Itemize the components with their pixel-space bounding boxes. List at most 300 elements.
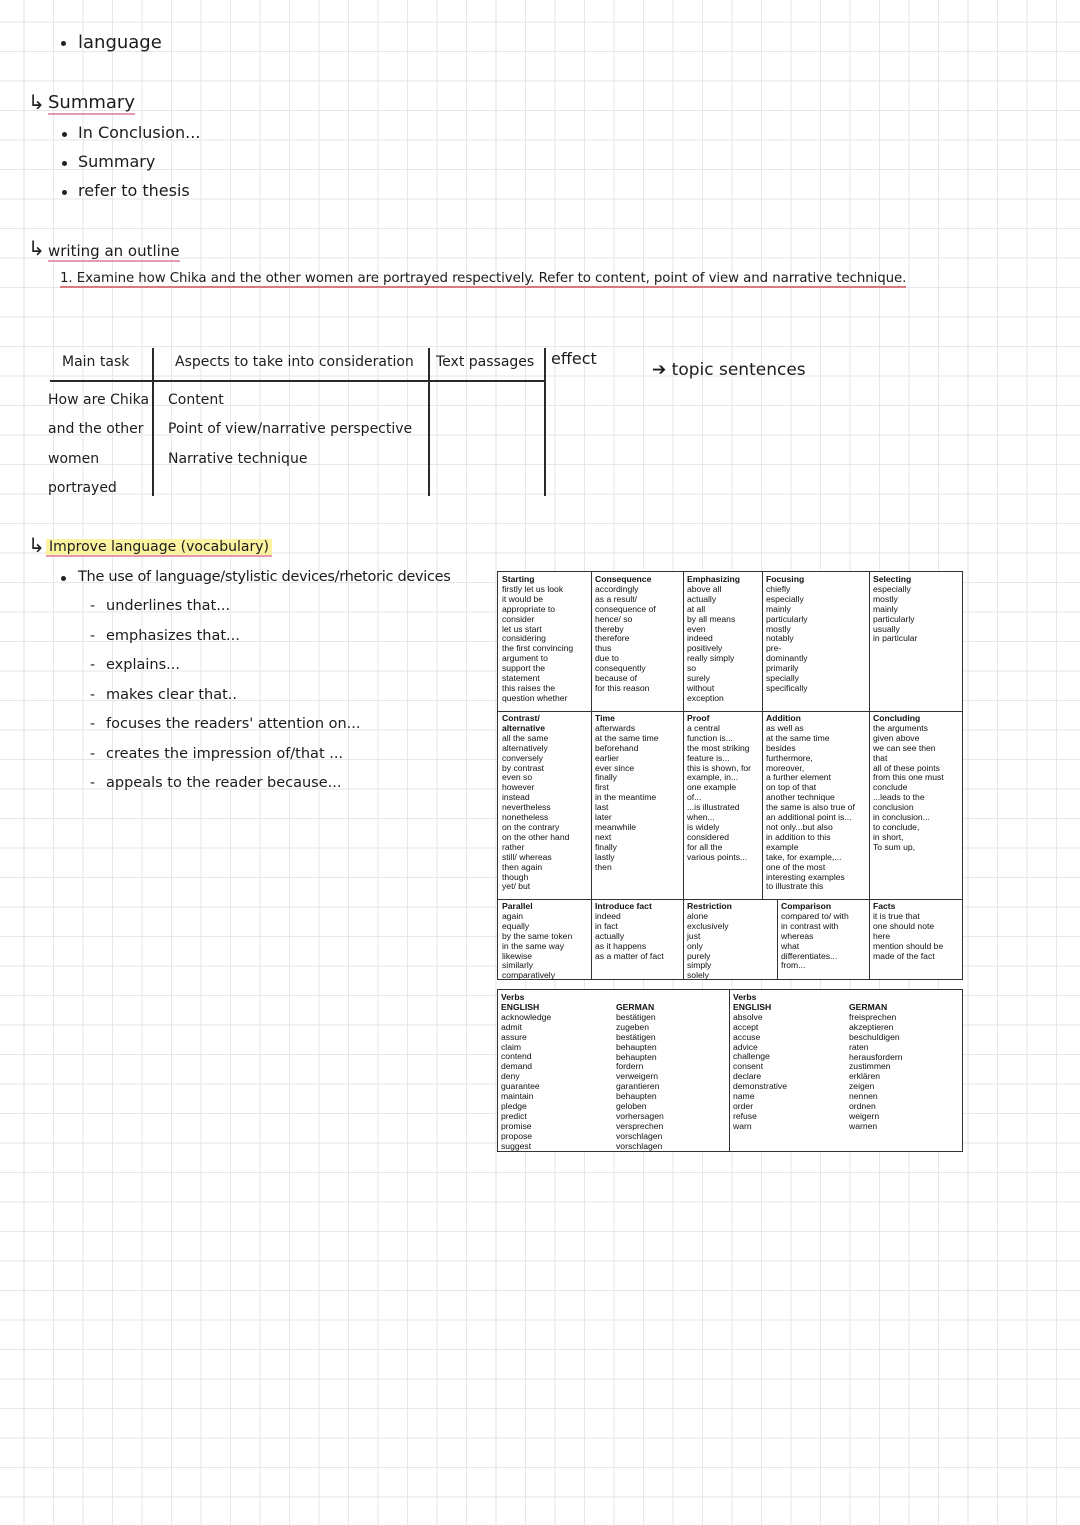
- phrase-item: by all means: [687, 613, 736, 624]
- phrase-item: even so: [502, 772, 533, 783]
- verb-item: advice: [733, 1041, 758, 1052]
- verbs-table: [497, 989, 963, 1152]
- phrase-category: [764, 712, 869, 894]
- phrase-item: really simply: [687, 653, 735, 664]
- phrase-item: what: [781, 940, 800, 951]
- phrase-item: let us start: [502, 623, 542, 634]
- phrase-item: function is...: [687, 732, 733, 743]
- phrase-item: above all: [687, 583, 722, 594]
- improve-item: makes clear that..: [106, 686, 238, 703]
- phrase-item: consequence of: [595, 603, 656, 614]
- phrase-item: at the same time: [766, 732, 830, 743]
- phrase-item: mostly: [766, 623, 791, 634]
- verb-item: warnen: [849, 1120, 878, 1131]
- bullet: [61, 41, 66, 46]
- phrase-item: not only...but also: [766, 821, 833, 832]
- phrase-item: as a result/: [595, 593, 638, 604]
- phrase-item: especially: [766, 593, 804, 604]
- bullet: [62, 190, 67, 195]
- verb-item: vorschlagen: [616, 1140, 663, 1151]
- phrase-item: another technique: [766, 792, 835, 803]
- phrase-category: [685, 712, 762, 865]
- verb-item: assure: [501, 1031, 527, 1042]
- phrase-item: as it happens: [595, 940, 647, 951]
- phrase-item: besides: [766, 742, 796, 753]
- phrase-item: made of the fact: [873, 950, 935, 961]
- verb-item: bestätigen: [616, 1031, 656, 1042]
- summary-item: refer to thesis: [78, 181, 190, 200]
- phrase-category: [779, 900, 869, 973]
- phrase-category: [871, 900, 962, 963]
- phrase-item: the most striking: [687, 742, 750, 753]
- phrase-item: though: [502, 871, 529, 882]
- phrase-item: this raises the: [502, 682, 556, 693]
- verb-item: vorschlagen: [616, 1130, 663, 1141]
- phrase-item: exception: [687, 692, 724, 703]
- main-task-line: portrayed: [48, 480, 117, 496]
- verb-item: freisprechen: [849, 1011, 897, 1022]
- summary-item: Summary: [78, 152, 156, 171]
- phrase-item: lastly: [595, 851, 615, 862]
- phrase-item: surely: [687, 673, 710, 684]
- col-text-passages: Text passages: [436, 354, 535, 370]
- summary-heading: Summary: [48, 92, 135, 113]
- verbs-list: [501, 1013, 612, 1152]
- verbs-col-german-1: [614, 1001, 728, 1154]
- phrase-item: hence/ so: [595, 613, 633, 624]
- phrase-item: statement: [502, 673, 540, 684]
- phrase-item: the first convincing: [502, 643, 574, 654]
- phrase-item: differentiates...: [781, 950, 838, 961]
- verbs-col-english-2: [731, 991, 846, 1134]
- phrase-item: due to: [595, 653, 619, 664]
- main-task-line: and the other: [48, 421, 144, 437]
- phrase-item: from this one must: [873, 772, 944, 783]
- phrase-item: usually: [873, 623, 900, 634]
- verbs-language: ENGLISH: [501, 1001, 540, 1012]
- verb-item: ordnen: [849, 1101, 876, 1112]
- phrase-item: a further element: [766, 772, 831, 783]
- improve-dash: -: [90, 745, 96, 762]
- phrase-item: all the same: [502, 732, 549, 743]
- verb-item: accept: [733, 1021, 759, 1032]
- verb-item: order: [733, 1100, 754, 1111]
- phrase-item: then again: [502, 861, 543, 872]
- phrase-item: example: [766, 841, 799, 852]
- phrase-item: on top of that: [766, 782, 817, 793]
- phrase-item: so: [687, 663, 697, 674]
- verb-item: refuse: [733, 1110, 757, 1121]
- improve-intro: The use of language/stylistic devices/rhetoric devices: [78, 569, 451, 585]
- phrase-item: example, in...: [687, 772, 739, 783]
- phrase-item: consequently: [595, 663, 646, 674]
- verb-item: zustimmen: [849, 1061, 891, 1072]
- category-title: Addition: [766, 713, 801, 723]
- phrase-item: question whether: [502, 692, 568, 703]
- verb-item: name: [733, 1091, 755, 1102]
- phrase-item: still/ whereas: [502, 851, 552, 862]
- phrase-item: comparatively: [502, 970, 556, 981]
- phrase-item: purely: [687, 950, 711, 961]
- phrase-item: particularly: [873, 613, 915, 624]
- phrase-item: indeed: [687, 633, 713, 644]
- phrase-item: simply: [687, 960, 712, 971]
- phrase-item: dominantly: [766, 653, 808, 664]
- phrase-item: exclusively: [687, 920, 729, 931]
- phrase-item: considered: [687, 831, 730, 842]
- phrase-item: one of the most: [766, 861, 826, 872]
- verbs-list: [849, 1013, 959, 1132]
- phrase-item: one example: [687, 782, 737, 793]
- phrase-item: at the same time: [595, 732, 659, 743]
- category-title: Introduce fact: [595, 901, 652, 911]
- phrase-item: nevertheless: [502, 802, 551, 813]
- phrase-item: in short,: [873, 831, 904, 842]
- phrase-item: in particular: [873, 633, 918, 644]
- phrase-item: particularly: [766, 613, 808, 624]
- phrase-item: moreover,: [766, 762, 805, 773]
- table-divider: [683, 711, 684, 899]
- improve-dash: -: [90, 657, 96, 673]
- phrase-item: only: [687, 940, 703, 951]
- verb-item: behaupten: [616, 1091, 657, 1102]
- phrase-item: thus: [595, 643, 612, 654]
- phrase-item: equally: [502, 920, 530, 931]
- phrase-item: for this reason: [595, 682, 650, 693]
- verb-item: verweigern: [616, 1071, 659, 1082]
- improve-dash: -: [90, 686, 96, 703]
- bullet: [62, 161, 67, 166]
- arrow-icon: ↳: [28, 90, 45, 114]
- verb-item: propose: [501, 1130, 533, 1141]
- phrase-item: alternatively: [502, 742, 548, 753]
- verb-item: versprechen: [616, 1120, 664, 1131]
- phrase-item: of...: [687, 792, 702, 803]
- phrase-item: accordingly: [595, 583, 639, 594]
- arrow-right-icon: ➔: [652, 360, 672, 380]
- phrase-item: in the same way: [502, 940, 565, 951]
- phrase-item: notably: [766, 633, 794, 644]
- verb-item: weigern: [849, 1110, 880, 1121]
- phrase-item: at all: [687, 603, 706, 614]
- phrase-item: compared to/ with: [781, 910, 849, 921]
- phrase-item: then: [595, 861, 612, 872]
- phrase-item: beforehand: [595, 742, 639, 753]
- phrase-item: feature is...: [687, 752, 730, 763]
- phrase-item: when...: [687, 812, 715, 823]
- verb-item: zugeben: [616, 1021, 649, 1032]
- phrase-item: earlier: [595, 752, 619, 763]
- verbs-col-english-1: [499, 991, 614, 1154]
- verb-item: predict: [501, 1110, 527, 1121]
- phrase-item: however: [502, 782, 535, 793]
- improve-dash: -: [90, 775, 96, 791]
- phrase-item: consider: [502, 613, 535, 624]
- verb-item: claim: [501, 1041, 522, 1052]
- category-title: Facts: [873, 901, 896, 911]
- phrase-item: mainly: [766, 603, 791, 614]
- phrase-item: in addition to this: [766, 831, 831, 842]
- phrase-item: without: [687, 682, 715, 693]
- table-divider: [152, 348, 154, 496]
- phrase-item: especially: [873, 583, 911, 594]
- phrase-item: therefore: [595, 633, 630, 644]
- table-divider: [428, 348, 430, 496]
- phrase-item: a central: [687, 722, 720, 733]
- phrase-table: [497, 571, 963, 980]
- improve-item: creates the impression of/that ...: [106, 745, 344, 762]
- phrase-item: actually: [595, 930, 625, 941]
- verb-item: demonstrative: [733, 1081, 787, 1092]
- verb-item: suggest: [501, 1140, 532, 1151]
- bullet: [61, 576, 66, 581]
- phrase-item: instead: [502, 792, 530, 803]
- phrase-item: actually: [687, 593, 717, 604]
- improve-item: emphasizes that...: [106, 627, 240, 644]
- phrase-item: argument to: [502, 653, 548, 664]
- phrase-item: meanwhile: [595, 821, 637, 832]
- verb-item: demand: [501, 1061, 533, 1072]
- category-title: Starting: [502, 574, 535, 584]
- phrase-item: given above: [873, 732, 920, 743]
- table-header-line: [50, 380, 545, 382]
- verb-item: warn: [733, 1120, 752, 1131]
- phrase-item: yet/ but: [502, 881, 531, 892]
- phrase-item: ...leads to the: [873, 792, 925, 803]
- verb-item: contend: [501, 1051, 532, 1062]
- phrase-item: again: [502, 910, 524, 921]
- verb-item: pledge: [501, 1100, 527, 1111]
- verb-item: vorhersagen: [616, 1110, 664, 1121]
- phrase-item: we can see then: [873, 742, 936, 753]
- aspect-item: Point of view/narrative perspective: [168, 421, 413, 437]
- phrase-item: next: [595, 831, 612, 842]
- verb-item: nennen: [849, 1091, 878, 1102]
- arrow-icon: ↳: [28, 533, 45, 557]
- category-title: Emphasizing: [687, 574, 741, 584]
- phrase-item: nonetheless: [502, 812, 549, 823]
- phrase-item: on the other hand: [502, 831, 570, 842]
- improve-dash: -: [90, 627, 96, 644]
- improve-heading: Improve language (vocabulary): [46, 539, 272, 557]
- aspect-item: Narrative technique: [168, 451, 308, 467]
- phrase-category: [685, 900, 777, 983]
- verb-item: accuse: [733, 1031, 761, 1042]
- phrase-item: that: [873, 752, 888, 763]
- verb-item: fordern: [616, 1061, 644, 1072]
- phrase-item: pre-: [766, 643, 782, 654]
- phrase-item: take, for example,...: [766, 851, 842, 862]
- phrase-item: support the: [502, 663, 545, 674]
- table-divider: [729, 990, 730, 1151]
- outline-heading: writing an outline: [48, 242, 180, 260]
- verbs-language: GERMAN: [849, 1002, 888, 1012]
- phrase-item: furthermore,: [766, 752, 813, 763]
- phrase-item: the same is also true of: [766, 802, 855, 813]
- bullet: [62, 132, 67, 137]
- phrase-item: afterwards: [595, 722, 636, 733]
- verbs-language: ENGLISH: [733, 1001, 772, 1012]
- verb-item: deny: [501, 1071, 520, 1082]
- verb-item: akzeptieren: [849, 1021, 894, 1032]
- phrase-item: by the same token: [502, 930, 573, 941]
- verb-item: garantieren: [616, 1081, 660, 1092]
- phrase-item: conclude: [873, 782, 908, 793]
- phrase-item: to conclude,: [873, 821, 920, 832]
- phrase-item: firstly let us look: [502, 583, 564, 594]
- improve-dash: -: [90, 598, 96, 614]
- verbs-list: [733, 1013, 844, 1132]
- phrase-item: primarily: [766, 663, 799, 674]
- phrase-item: similarly: [502, 960, 534, 971]
- topic-sentences-label: topic sentences: [671, 360, 806, 380]
- phrase-item: as a matter of fact: [595, 950, 664, 961]
- verbs-language: GERMAN: [616, 1002, 655, 1012]
- table-divider: [591, 572, 592, 711]
- phrase-item: finally: [595, 772, 617, 783]
- category-title: alternative: [502, 722, 545, 733]
- phrase-item: various points...: [687, 851, 748, 862]
- verb-item: consent: [733, 1061, 764, 1072]
- phrase-category: [500, 573, 591, 706]
- col-main-task: Main task: [62, 354, 130, 370]
- phrase-item: appropriate to: [502, 603, 556, 614]
- improve-item: explains...: [106, 657, 180, 673]
- category-title: Comparison: [781, 901, 832, 911]
- outline-task: 1. Examine how Chika and the other women are portrayed respectively. Refer to content, point of view and narrative technique.: [60, 271, 907, 286]
- table-divider: [762, 711, 763, 899]
- phrase-item: here: [873, 930, 891, 941]
- verb-item: challenge: [733, 1051, 770, 1062]
- phrase-item: all of these points: [873, 762, 940, 773]
- verbs-header: Verbs: [733, 992, 757, 1002]
- phrase-item: one should note: [873, 920, 935, 931]
- verb-item: behaupten: [616, 1041, 657, 1052]
- table-divider: [869, 899, 870, 979]
- category-title: Selecting: [873, 574, 912, 584]
- phrase-item: To sum up,: [873, 841, 916, 852]
- phrase-category: [500, 712, 591, 894]
- verbs-header: Verbs: [501, 992, 525, 1002]
- phrase-item: conversely: [502, 752, 544, 763]
- verb-item: beschuldigen: [849, 1031, 900, 1042]
- category-title: Time: [595, 713, 615, 723]
- verb-item: declare: [733, 1071, 762, 1082]
- language-item: language: [78, 32, 162, 53]
- main-task-line: How are Chika: [48, 392, 150, 408]
- phrase-item: indeed: [595, 910, 621, 921]
- main-task-line: women: [48, 451, 100, 467]
- category-title: Parallel: [502, 901, 533, 911]
- phrase-item: chiefly: [766, 583, 791, 594]
- verb-item: bestätigen: [616, 1011, 656, 1022]
- phrase-item: considering: [502, 633, 546, 644]
- phrase-category: [871, 573, 962, 646]
- category-title: Consequence: [595, 574, 652, 584]
- phrase-item: finally: [595, 841, 617, 852]
- phrase-item: by contrast: [502, 762, 545, 773]
- col-effect: effect: [551, 349, 597, 368]
- phrase-item: likewise: [502, 950, 533, 961]
- category-title: Contrast/: [502, 713, 540, 723]
- verb-item: herausfordern: [849, 1051, 903, 1062]
- verb-item: raten: [849, 1041, 869, 1052]
- phrase-item: an additional point is...: [766, 812, 852, 823]
- phrase-item: this is shown, for: [687, 762, 751, 773]
- improve-item: appeals to the reader because...: [106, 775, 342, 791]
- phrase-item: is widely: [687, 821, 720, 832]
- verb-item: acknowledge: [501, 1011, 552, 1022]
- verb-item: behaupten: [616, 1051, 657, 1062]
- phrase-item: mainly: [873, 603, 898, 614]
- phrase-item: in the meantime: [595, 792, 657, 803]
- table-divider: [591, 711, 592, 899]
- phrase-category: [593, 900, 683, 963]
- verbs-col-german-2: [847, 1001, 961, 1134]
- phrase-item: thereby: [595, 623, 624, 634]
- phrase-item: the arguments: [873, 722, 928, 733]
- phrase-item: later: [595, 812, 612, 823]
- phrase-category: [593, 712, 683, 875]
- table-divider: [777, 899, 778, 979]
- phrase-item: ...is illustrated: [687, 802, 740, 813]
- table-divider: [762, 572, 763, 711]
- phrase-item: on the contrary: [502, 821, 560, 832]
- aspect-item: Content: [168, 392, 224, 408]
- phrase-item: whereas: [781, 930, 814, 941]
- phrase-item: just: [687, 930, 701, 941]
- improve-item: underlines that...: [106, 598, 231, 614]
- topic-sentences-note: [652, 360, 806, 380]
- phrase-item: even: [687, 623, 706, 634]
- phrase-item: it is true that: [873, 910, 920, 921]
- phrase-item: because of: [595, 673, 638, 684]
- table-divider: [591, 899, 592, 979]
- category-title: Focusing: [766, 574, 805, 584]
- verb-item: promise: [501, 1120, 532, 1131]
- table-divider: [683, 899, 684, 979]
- phrase-item: alone: [687, 910, 709, 921]
- verb-item: geloben: [616, 1101, 647, 1112]
- table-divider: [869, 572, 870, 711]
- phrase-item: last: [595, 802, 609, 813]
- phrase-item: positively: [687, 643, 723, 654]
- phrase-item: conclusion: [873, 802, 914, 813]
- table-divider: [869, 711, 870, 899]
- category-title: Concluding: [873, 713, 921, 723]
- phrase-item: mention should be: [873, 940, 944, 951]
- table-divider: [683, 572, 684, 711]
- arrow-icon: ↳: [28, 236, 45, 260]
- phrase-item: in conclusion...: [873, 812, 930, 823]
- phrase-item: first: [595, 782, 609, 793]
- phrase-item: to illustrate this: [766, 881, 824, 892]
- verb-item: zeigen: [849, 1081, 875, 1092]
- phrase-item: ever since: [595, 762, 635, 773]
- phrase-category: [685, 573, 762, 706]
- phrase-category: [593, 573, 683, 696]
- phrase-item: it would be: [502, 593, 544, 604]
- phrase-item: specially: [766, 673, 799, 684]
- verb-item: erklären: [849, 1071, 881, 1082]
- phrase-item: interesting examples: [766, 871, 845, 882]
- phrase-category: [500, 900, 591, 983]
- verb-item: absolve: [733, 1011, 763, 1022]
- phrase-item: in contrast with: [781, 920, 839, 931]
- verbs-list: [616, 1013, 726, 1152]
- phrase-item: specifically: [766, 682, 808, 693]
- phrase-item: for all the: [687, 841, 723, 852]
